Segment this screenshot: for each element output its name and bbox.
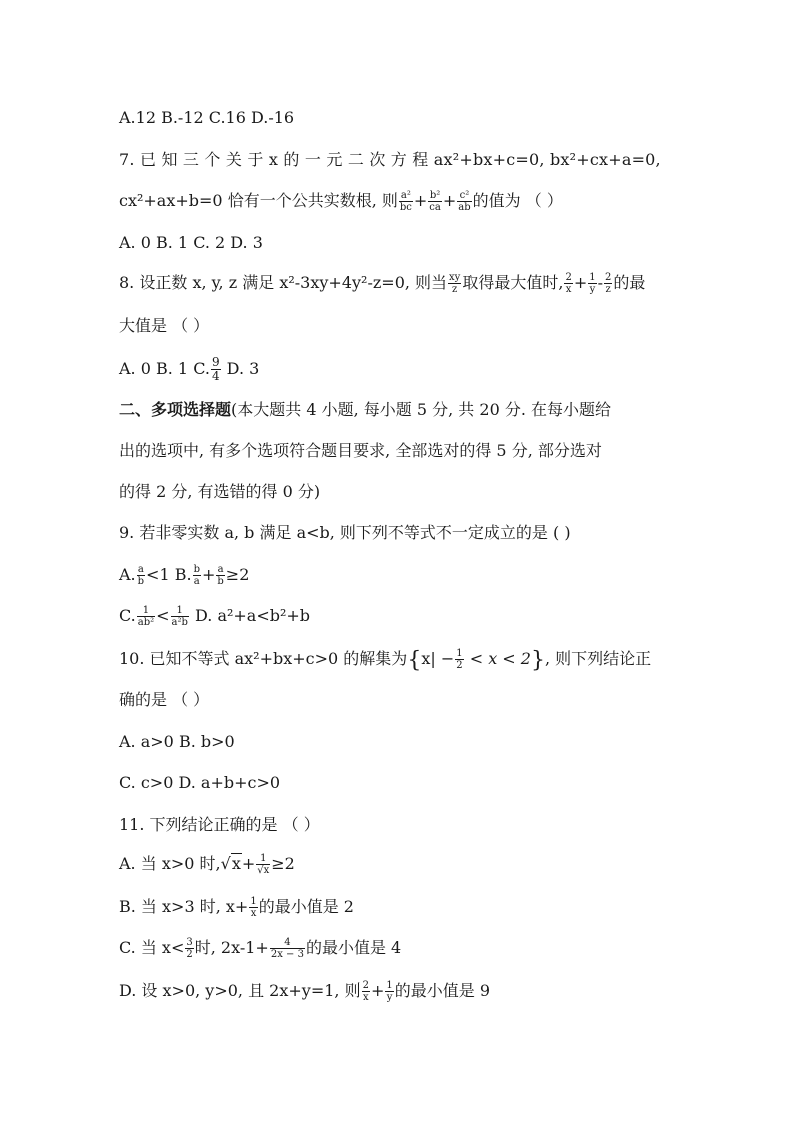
q8-fraction-1-y [588,272,596,295]
q11-stem-text: 11. 下列结论正确的是 （ ） [119,815,320,834]
q11-option-d-plus: + [370,981,385,1000]
q10-set-denominator: 2 [456,660,463,671]
q7-stem-line1 [119,150,661,170]
q9-option-a-label: A. [119,565,136,584]
q8-plus: + [573,273,588,292]
q7-options-text: A. 0 B. 1 C. 2 D. 3 [119,233,263,252]
q7-f3-denominator: ab [458,202,471,213]
q11-fraction-1-sqrtx [256,853,270,876]
q8-f1-numerator: 1 [589,272,596,283]
q8-f3-denominator: z [605,284,611,295]
q8-options [119,356,259,383]
q11-fraction-3-2 [185,937,193,960]
section2-intro-line3 [119,482,320,502]
q11-a-denominator: √x [257,865,270,876]
q7-stem-line2 [119,190,563,213]
q9-c2-denominator: a²b [171,617,188,628]
q10-options-ab [119,732,235,752]
q11-c2-denominator: 2x − 3 [270,949,304,960]
q7-f2-denominator: ca [429,202,441,213]
q9-options-ab [119,564,249,587]
q9-option-c-label: C. [119,606,136,625]
q11-option-c [119,937,401,960]
q8-minus: - [597,273,603,292]
q9-stem [119,523,571,543]
q9-stem-text: 9. 若非零实数 a, b 满足 a<b, 则下列不等式不一定成立的是 ( ) [119,523,571,542]
q8-opt-c-numerator: 9 [211,355,220,369]
q11-c1-numerator: 3 [186,937,193,948]
q8-stem-part-c: 的最 [613,273,646,292]
q9-fraction-a-b [137,564,145,587]
q11-b-denominator: x [250,908,257,919]
q8-f1-denominator: y [589,284,596,295]
q11-option-d [119,980,490,1003]
q11-d1-denominator: x [362,992,369,1003]
q11-option-c-rest: 的最小值是 4 [305,938,402,957]
q11-option-a-rest: ≥2 [271,854,295,873]
q8-fraction-2-x [564,272,572,295]
q8-f2-numerator: 2 [565,272,572,283]
q10-set-variable: x| [421,649,436,668]
q6-options-text: A.12 B.-12 C.16 D.-16 [119,108,295,127]
q10-set-open-brace: { [407,648,422,673]
q11-d2-numerator: 1 [386,980,393,991]
q11-a-numerator: 1 [256,853,270,865]
q7-stem-text: 7. 已 知 三 个 关 于 x 的 一 元 二 次 方 程 ax²+bx+c=0, bx²+cx+a=0, [119,150,661,169]
section2-intro-line2 [119,441,602,461]
q7-stem-part-a: cx²+ax+b=0 恰有一个公共实数根, 则 [119,191,398,210]
q7-fraction-a2-bc [399,190,413,213]
q8-fxy-numerator: xy [449,272,461,283]
q9-fraction-1-ab2 [137,605,155,628]
q8-option-c-fraction [211,356,221,383]
q11-fraction-2-x [362,980,370,1003]
section2-intro-3: 的得 2 分, 有选错的得 0 分) [119,482,321,501]
q11-option-c-mid: 时, 2x-1+ [194,938,269,957]
q10-options-ab-text: A. a>0 B. b>0 [119,732,235,751]
q10-options-cd [119,773,280,793]
q11-c1-denominator: 2 [186,949,193,960]
q11-fraction-1-y [385,980,393,1003]
section2-intro-1: (本大题共 4 小题, 每小题 5 分, 共 20 分. 在每小题给 [231,400,612,419]
q7-f1-numerator: a² [399,190,413,202]
q8-options-a: A. 0 B. 1 C. [119,359,210,378]
q10-stem-part-a: 10. 已知不等式 ax²+bx+c>0 的解集为 [119,649,408,668]
q8-f2-denominator: x [565,284,572,295]
q8-options-d: D. 3 [221,359,260,378]
q7-plus-2: + [442,191,457,210]
q11-option-b-rest: 的最小值是 2 [258,897,354,916]
q7-f1-denominator: bc [399,202,412,213]
q8-opt-c-denominator: 4 [211,369,220,383]
q11-b-numerator: 1 [250,896,257,907]
q11-option-b [119,896,354,919]
q9-b2-denominator: b [217,576,224,587]
q9-c2-numerator: 1 [171,605,189,617]
q10-set-condition: < x < 2 [464,649,531,668]
q11-fraction-4-2x-3 [270,937,305,960]
q8-stem-part-b: 取得最大值时, [462,273,564,292]
q11-c2-numerator: 4 [270,937,305,949]
q11-option-d-text: D. 设 x>0, y>0, 且 2x+y=1, 则 [119,981,361,1000]
q9-options-cd [119,605,310,628]
q9-fraction-a-b-2 [216,564,224,587]
q7-plus-1: + [413,191,428,210]
q9-b2-numerator: a [217,564,224,575]
section2-intro-2: 出的选项中, 有多个选项符合题目要求, 全部选对的得 5 分, 部分选对 [119,441,602,460]
q9-fraction-1-a2b [171,605,189,628]
q7-fraction-b2-ca [428,190,442,213]
q6-options [119,108,294,128]
q7-f3-numerator: c² [457,190,471,202]
q8-fxy-denominator: z [452,284,458,295]
section2-heading-line [119,400,611,420]
q11-option-a-text: A. 当 x>0 时, [119,854,221,873]
q11-d1-numerator: 2 [362,980,369,991]
q8-f3-numerator: 2 [605,272,612,283]
q10-stem-part-b: , 则下列结论正 [544,649,652,668]
q11-option-d-rest: 的最小值是 9 [394,981,491,1000]
q8-fraction-xy-z [448,272,461,295]
q8-stem-line2 [119,316,209,336]
q9-b1-denominator: a [193,576,200,587]
q9-option-b-rest: ≥2 [225,565,250,584]
q9-c1-numerator: 1 [137,605,155,617]
q7-stem-part-b: 的值为 （ ） [472,191,563,210]
q10-fraction-1-2 [455,648,463,671]
q8-stem-part-a: 8. 设正数 x, y, z 满足 x²-3xy+4y²-z=0, 则当 [119,273,448,292]
q11-option-a [119,853,295,876]
q8-stem-line2-text: 大值是 （ ） [119,316,210,335]
q7-f2-numerator: b² [429,190,441,201]
q10-stem-line2 [119,690,209,710]
q9-b1-numerator: b [193,564,200,575]
q9-plus: + [201,565,216,584]
q10-stem-line2-text: 确的是 （ ） [119,690,210,709]
q11-sqrt-x: √x [220,854,241,873]
q11-radicand: x [231,854,241,873]
q10-options-cd-text: C. c>0 D. a+b+c>0 [119,773,281,792]
q8-stem-line1 [119,272,645,295]
q10-set-numerator: 1 [456,648,463,659]
q9-a-numerator: a [137,564,144,575]
q10-stem-line1 [119,648,651,671]
q10-set-minus: − [435,649,455,668]
q10-set-close-brace: } [530,648,545,673]
q9-fraction-b-a [193,564,201,587]
q11-option-c-text: C. 当 x< [119,938,185,957]
q8-fraction-2-z [604,272,612,295]
q11-option-b-text: B. 当 x>3 时, x+ [119,897,249,916]
q9-option-a-rest: <1 B. [146,565,192,584]
q9-a-denominator: b [137,576,145,587]
q11-d2-denominator: y [386,992,393,1003]
q7-fraction-c2-ab [457,190,471,213]
q11-stem [119,815,320,835]
q11-option-a-plus: + [241,854,256,873]
q9-option-d: D. a²+a<b²+b [189,606,311,625]
q7-options [119,233,263,253]
section2-title: 二、多项选择题 [119,400,232,419]
q9-c1-denominator: ab² [137,617,155,628]
q9-less-than: < [156,606,170,625]
q11-fraction-1-x [249,896,257,919]
